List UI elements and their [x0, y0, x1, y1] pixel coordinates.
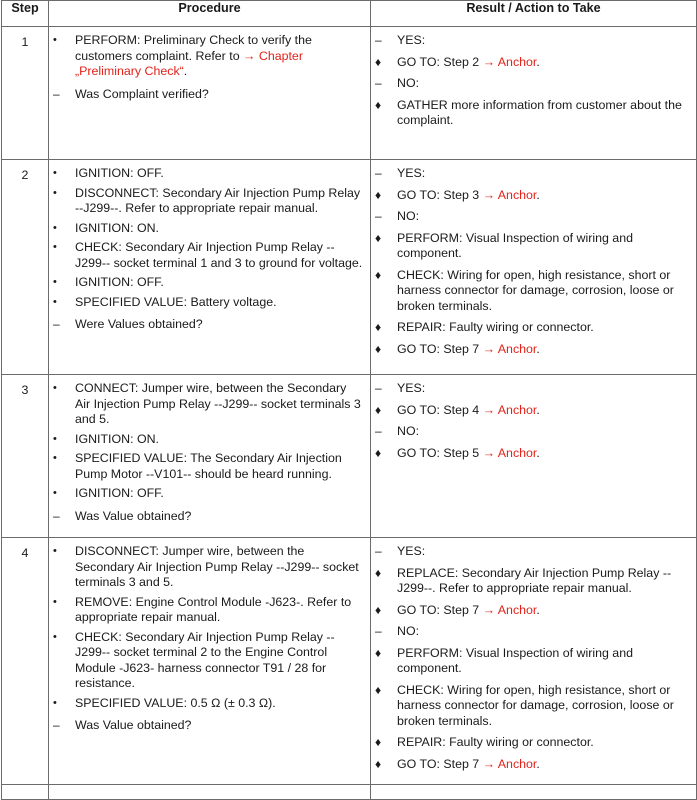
result-item: [375, 566, 690, 597]
result-item-text: [397, 566, 690, 597]
bullet-marker: •: [53, 186, 57, 199]
result-item: [375, 381, 690, 397]
procedure-item-text: [75, 696, 364, 712]
procedure-item-text: [75, 33, 364, 80]
item-text: REMOVE: Engine Control Module -J623-. Refer to appropriate repair manual.: [75, 594, 352, 624]
item-text: REPAIR: Faulty wiring or connector.: [397, 735, 594, 749]
item-text: IGNITION: ON.: [75, 220, 159, 235]
item-text-end: .: [536, 341, 540, 356]
diamond-marker: ♦: [375, 187, 382, 202]
item-text: REPAIR: Faulty wiring or connector.: [397, 320, 594, 334]
item-text: PERFORM: Visual Inspection of wiring and component.: [397, 645, 633, 675]
result-item-text: [397, 603, 690, 619]
procedure-item: [53, 295, 364, 311]
result-item: [375, 320, 690, 336]
item-text: Were Values obtained?: [75, 317, 203, 331]
bullet-marker: •: [53, 630, 57, 643]
procedure-item: [53, 221, 364, 237]
item-text: Was Value obtained?: [75, 718, 192, 732]
item-text: SPECIFIED VALUE: The Secondary Air Injection Pump Motor --V101-- should be heard running.: [75, 451, 342, 481]
item-text-end: .: [536, 187, 540, 202]
result-item: [375, 188, 690, 204]
result-item-text: [397, 544, 690, 560]
table-body: [2, 27, 697, 800]
bullet-marker: •: [53, 545, 57, 557]
result-item: [375, 757, 690, 773]
procedure-item: [53, 275, 364, 291]
result-item: [375, 166, 690, 182]
table-header-row: [2, 1, 697, 27]
procedure-item: [53, 595, 364, 626]
procedure-item-text: [75, 317, 364, 333]
empty-cell: [371, 785, 697, 800]
dash-marker: –: [53, 508, 60, 523]
empty-cell: [49, 785, 371, 800]
table-row: [2, 27, 697, 160]
bullet-marker: •: [53, 221, 57, 234]
result-cell: [371, 27, 697, 160]
dash-marker: –: [53, 718, 60, 732]
procedure-item: [53, 696, 364, 712]
procedure-item-text: [75, 630, 364, 692]
result-item-text: [397, 231, 690, 262]
diamond-marker: ♦: [375, 320, 382, 334]
item-text: GO TO: Step 7: [397, 341, 483, 356]
result-item-text: [397, 209, 690, 225]
item-text: DISCONNECT: Jumper wire, between the Secondary Air Injection Pump Relay --J299-- socket terminals 3 and 5.: [75, 544, 359, 589]
cross-reference-link[interactable]: → Anchor: [482, 54, 537, 69]
item-text: DISCONNECT: Secondary Air Injection Pump Relay --J299--. Refer to appropriate repair manual.: [75, 185, 361, 215]
procedure-item-text: [75, 595, 364, 626]
item-text: PERFORM: Preliminary Check to verify the customers complaint. Refer to: [75, 33, 312, 63]
item-text-end: .: [183, 64, 188, 78]
item-text: NO:: [397, 424, 420, 438]
procedure-item: [53, 544, 364, 591]
item-text: GO TO: Step 3: [397, 187, 483, 202]
cross-reference-link[interactable]: → Anchor: [482, 756, 537, 771]
diamond-marker: ♦: [375, 756, 382, 771]
procedure-item-text: [75, 221, 364, 237]
bullet-marker: •: [53, 432, 57, 445]
result-item: [375, 424, 690, 440]
dash-marker: –: [375, 209, 382, 223]
item-text: YES:: [397, 544, 426, 558]
result-item: [375, 231, 690, 262]
cross-reference-link[interactable]: → Anchor: [482, 602, 537, 617]
procedure-item: [53, 630, 364, 692]
bullet-marker: •: [53, 452, 57, 464]
procedure-item-text: [75, 432, 364, 448]
item-text: GO TO: Step 2: [397, 54, 483, 69]
result-item-text: [397, 166, 690, 182]
cross-reference-link[interactable]: → Anchor: [482, 402, 537, 417]
header-step: Step: [2, 1, 49, 27]
procedure-item-text: [75, 718, 364, 734]
procedure-item-text: [75, 486, 364, 502]
result-item-text: [397, 342, 690, 358]
item-text: Was Value obtained?: [75, 508, 192, 523]
table-row: [2, 160, 697, 375]
item-text-end: .: [536, 445, 540, 460]
bullet-marker: •: [53, 696, 57, 709]
item-text-end: .: [536, 402, 540, 417]
item-text: SPECIFIED VALUE: 0.5 Ω (± 0.3 Ω).: [75, 695, 276, 710]
dash-marker: –: [375, 544, 382, 558]
result-item-text: [397, 403, 690, 419]
item-text: NO:: [397, 76, 420, 90]
item-text: CHECK: Secondary Air Injection Pump Relay --J299-- socket terminal 1 and 3 to ground for voltage.: [75, 240, 363, 270]
diamond-marker: ♦: [375, 97, 382, 112]
result-item-text: [397, 424, 690, 440]
result-item-text: [397, 76, 690, 92]
procedure-cell: [49, 160, 371, 375]
result-item: [375, 76, 690, 92]
procedure-item-text: [75, 166, 364, 182]
item-text: NO:: [397, 209, 420, 223]
result-item-text: [397, 98, 690, 129]
dash-marker: –: [375, 381, 382, 395]
procedure-item: [53, 486, 364, 502]
dash-marker: –: [375, 624, 382, 638]
procedure-item-text: [75, 381, 364, 428]
diamond-marker: ♦: [375, 565, 382, 580]
diamond-marker: ♦: [375, 645, 382, 660]
item-text: YES:: [397, 33, 426, 47]
procedure-item-text: [75, 544, 364, 591]
item-text: IGNITION: ON.: [75, 431, 159, 446]
cross-reference-link[interactable]: → Anchor: [482, 445, 537, 460]
result-item: [375, 603, 690, 619]
result-cell: [371, 160, 697, 375]
result-item: [375, 268, 690, 315]
bullet-marker: •: [53, 276, 57, 288]
procedure-item: [53, 317, 364, 333]
result-item-text: [397, 381, 690, 397]
result-item-text: [397, 446, 690, 462]
result-item-text: [397, 320, 690, 336]
procedure-cell: [49, 27, 371, 160]
bullet-marker: •: [53, 595, 57, 608]
result-item-text: [397, 735, 690, 751]
procedure-table: [1, 0, 697, 800]
header-result: Result / Action to Take: [371, 1, 697, 27]
procedure-item-text: [75, 275, 364, 291]
item-text: CHECK: Secondary Air Injection Pump Relay --J299-- socket terminal 2 to the Engine Control Module -J623- harness connector T91 / 28 for resistance.: [75, 629, 335, 690]
dash-marker: –: [375, 424, 382, 438]
item-text: GO TO: Step 7: [397, 602, 483, 617]
result-item: [375, 33, 690, 49]
item-text: CHECK: Wiring for open, high resistance, short or harness connector for damage, corrosion, loose or broken terminals.: [397, 267, 674, 313]
item-text-end: .: [536, 756, 540, 771]
item-text: CHECK: Wiring for open, high resistance, short or harness connector for damage, corrosion, loose or broken terminals.: [397, 682, 674, 728]
item-text: IGNITION: OFF.: [75, 275, 164, 289]
result-item: [375, 55, 690, 71]
result-item: [375, 342, 690, 358]
procedure-item: [53, 451, 364, 482]
procedure-item: [53, 87, 364, 103]
item-text: GO TO: Step 7: [397, 756, 483, 771]
item-text: GATHER more information from customer about the complaint.: [397, 97, 682, 127]
item-text: REPLACE: Secondary Air Injection Pump Relay --J299--. Refer to appropriate repair manual.: [397, 565, 672, 595]
bullet-marker: •: [53, 167, 57, 179]
cross-reference-link[interactable]: → Anchor: [482, 341, 537, 356]
step-number: 4: [2, 538, 49, 785]
diamond-marker: ♦: [375, 602, 382, 617]
item-text: GO TO: Step 5: [397, 445, 483, 460]
result-item-text: [397, 55, 690, 71]
procedure-item: [53, 240, 364, 271]
diamond-marker: ♦: [375, 267, 382, 282]
procedure-item-text: [75, 240, 364, 271]
procedure-item: [53, 381, 364, 428]
diamond-marker: ♦: [375, 445, 382, 460]
empty-cell: [2, 785, 49, 800]
dash-marker: –: [375, 76, 382, 90]
result-item: [375, 544, 690, 560]
result-item-text: [397, 188, 690, 204]
step-number: 3: [2, 375, 49, 538]
cross-reference-link[interactable]: → Anchor: [482, 187, 537, 202]
dash-marker: –: [375, 33, 382, 47]
item-text: NO:: [397, 624, 420, 638]
item-text: Was Complaint verified?: [75, 86, 209, 101]
header-procedure: Procedure: [49, 1, 371, 27]
result-item-text: [397, 624, 690, 640]
result-item-text: [397, 757, 690, 773]
result-cell: [371, 538, 697, 785]
bullet-marker: •: [53, 295, 57, 308]
result-item-text: [397, 268, 690, 315]
item-text: IGNITION: OFF.: [75, 486, 164, 500]
item-text: PERFORM: Visual Inspection of wiring and component.: [397, 230, 633, 260]
result-item: [375, 403, 690, 419]
item-text: YES:: [397, 381, 426, 395]
result-item: [375, 98, 690, 129]
procedure-cell: [49, 538, 371, 785]
diamond-marker: ♦: [375, 341, 382, 356]
dash-marker: –: [53, 317, 60, 331]
item-text-end: .: [536, 602, 540, 617]
procedure-item-text: [75, 295, 364, 311]
diamond-marker: ♦: [375, 682, 382, 697]
procedure-item-text: [75, 186, 364, 217]
result-item: [375, 683, 690, 730]
item-text: CONNECT: Jumper wire, between the Secondary Air Injection Pump Relay --J299-- socket terminals 3 and 5.: [75, 381, 361, 426]
diamond-marker: ♦: [375, 230, 382, 245]
step-number: 2: [2, 160, 49, 375]
table-row: [2, 538, 697, 785]
result-item: [375, 209, 690, 225]
procedure-item: [53, 509, 364, 525]
diamond-marker: ♦: [375, 54, 382, 69]
procedure-item-text: [75, 509, 364, 525]
result-item-text: [397, 683, 690, 730]
bullet-marker: •: [53, 382, 57, 394]
result-item: [375, 646, 690, 677]
result-cell: [371, 375, 697, 538]
procedure-item: [53, 166, 364, 182]
item-text: YES:: [397, 166, 426, 180]
procedure-cell: [49, 375, 371, 538]
item-text: SPECIFIED VALUE: Battery voltage.: [75, 294, 277, 309]
procedure-item: [53, 33, 364, 80]
result-item: [375, 735, 690, 751]
procedure-item: [53, 186, 364, 217]
procedure-item: [53, 718, 364, 734]
procedure-item: [53, 432, 364, 448]
bullet-marker: •: [53, 241, 57, 253]
procedure-item-text: [75, 87, 364, 103]
item-text: IGNITION: OFF.: [75, 166, 164, 180]
dash-marker: –: [53, 86, 60, 101]
bullet-marker: •: [53, 34, 57, 46]
diamond-marker: ♦: [375, 735, 382, 749]
cross-reference-link[interactable]: → Chapter „Preliminary Check“: [75, 48, 303, 78]
table-row: [2, 375, 697, 538]
diamond-marker: ♦: [375, 402, 382, 417]
table-row-partial: [2, 785, 697, 800]
item-text: GO TO: Step 4: [397, 402, 483, 417]
item-text-end: .: [536, 54, 540, 69]
procedure-item-text: [75, 451, 364, 482]
result-item: [375, 446, 690, 462]
bullet-marker: •: [53, 487, 57, 499]
result-item: [375, 624, 690, 640]
step-number: 1: [2, 27, 49, 160]
result-item-text: [397, 646, 690, 677]
dash-marker: –: [375, 166, 382, 180]
result-item-text: [397, 33, 690, 49]
